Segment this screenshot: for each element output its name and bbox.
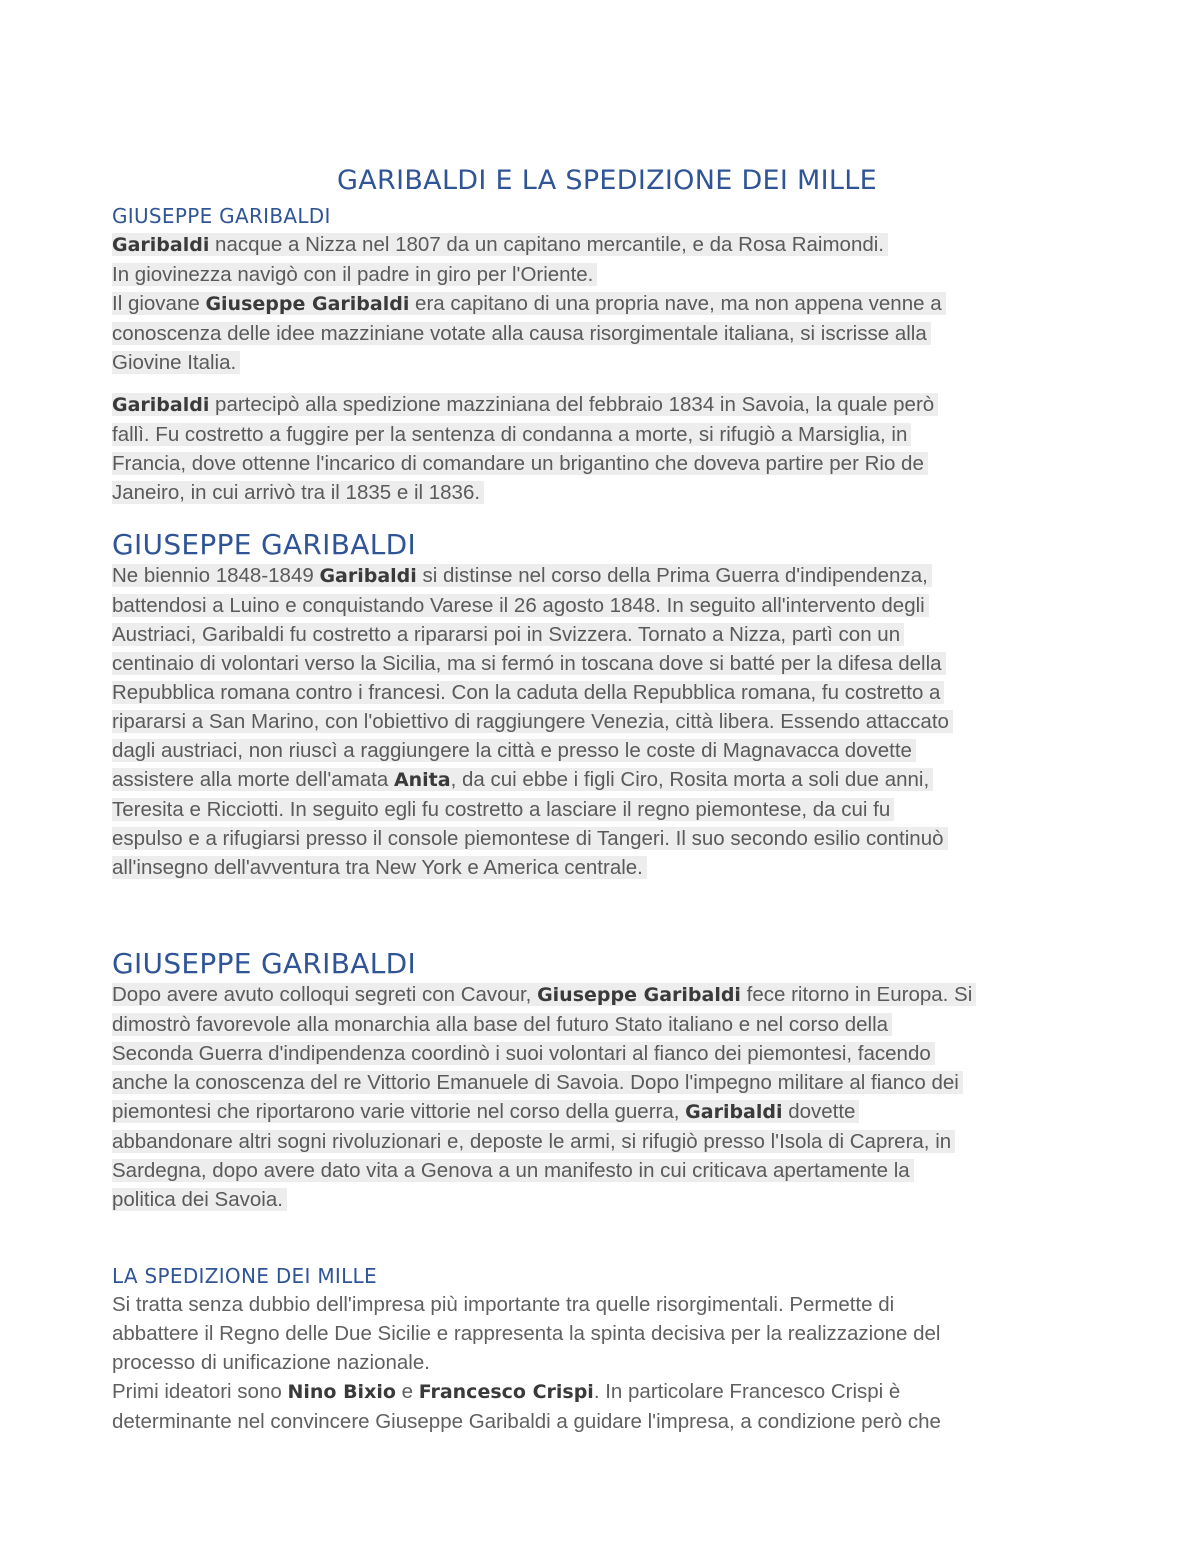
bold-text: Garibaldi bbox=[112, 234, 210, 256]
text-line: Repubblica romana contro i francesi. Con la caduta della Repubblica romana, fu costretto a bbox=[112, 681, 944, 704]
text-line: ripararsi a San Marino, con l'obiettivo di raggiungere Venezia, città libera. Essendo attaccato bbox=[112, 710, 953, 733]
text-span: era capitano di una propria nave, ma non appena venne a bbox=[409, 292, 942, 315]
text-span: . In particolare Francesco Crispi è bbox=[593, 1380, 901, 1403]
text-line: all'insegno dell'avventura tra New York e America centrale. bbox=[112, 856, 647, 879]
text-line: espulso e a rifugiarsi presso il console piemontese di Tangeri. Il suo secondo esilio continuò bbox=[112, 827, 948, 850]
bold-text: Giuseppe Garibaldi bbox=[205, 293, 410, 315]
paragraph-birth bbox=[112, 230, 1102, 377]
text-line bbox=[112, 393, 938, 416]
section-heading-garibaldi-3: GIUSEPPE GARIBALDI bbox=[112, 947, 417, 980]
text-line: dimostrò favorevole alla monarchia alla base del futuro Stato italiano e nel corso della bbox=[112, 1013, 892, 1036]
text-line bbox=[112, 1100, 859, 1123]
bold-text: Giuseppe Garibaldi bbox=[537, 984, 741, 1006]
text-line: conoscenza delle idee mazziniane votate alla causa risorgimentale italiana, si iscrisse alla bbox=[112, 322, 931, 345]
text-line: Teresita e Ricciotti. In seguito egli fu costretto a lasciare il regno piemontese, da cui fu bbox=[112, 798, 894, 821]
text-line: Seconda Guerra d'indipendenza coordinò i suoi volontari al fianco dei piemontesi, facendo bbox=[112, 1042, 935, 1065]
text-line: Sardegna, dopo avere dato vita a Genova a un manifesto in cui criticava apertamente la bbox=[112, 1159, 914, 1182]
text-line: Janeiro, in cui arrivò tra il 1835 e il 1836. bbox=[112, 481, 484, 504]
paragraph-spedizione bbox=[112, 1290, 1102, 1436]
section-body-spedizione bbox=[112, 1290, 1102, 1436]
text-line bbox=[112, 233, 888, 256]
text-span: e bbox=[395, 1380, 419, 1403]
section-heading-garibaldi-2: GIUSEPPE GARIBALDI bbox=[112, 528, 417, 561]
document-page bbox=[112, 165, 1102, 1436]
text-span: piemontesi che riportarono varie vittorie nel corso della guerra, bbox=[112, 1100, 686, 1123]
text-line: abbandonare altri sogni rivoluzionari e, deposte le armi, si rifugiò presso l'Isola di Caprera, in bbox=[112, 1130, 955, 1153]
section-heading-spedizione: LA SPEDIZIONE DEI MILLE bbox=[112, 1264, 377, 1288]
text-span: Ne biennio 1848-1849 bbox=[112, 564, 320, 587]
text-line: In giovinezza navigò con il padre in giro per l'Oriente. bbox=[112, 263, 597, 286]
text-line: fallì. Fu costretto a fuggire per la sentenza di condanna a morte, si rifugiò a Marsiglia, in bbox=[112, 423, 911, 446]
text-span: Il giovane bbox=[112, 292, 206, 315]
text-span: nacque a Nizza nel 1807 da un capitano mercantile, e da Rosa Raimondi. bbox=[209, 233, 884, 256]
text-line: abbattere il Regno delle Due Sicilie e rappresenta la spinta decisiva per la realizzazione del bbox=[112, 1322, 941, 1345]
paragraph-second-war bbox=[112, 980, 1102, 1214]
text-span: dovette bbox=[782, 1100, 856, 1123]
text-line bbox=[112, 1380, 900, 1403]
bold-text: Garibaldi bbox=[112, 394, 210, 416]
text-span: si distinse nel corso della Prima Guerra d'indipendenza, bbox=[416, 564, 928, 587]
bold-text: Garibaldi bbox=[319, 565, 417, 587]
text-line: determinante nel convincere Giuseppe Garibaldi a guidare l'impresa, a condizione però che bbox=[112, 1410, 941, 1433]
section-heading-garibaldi-1: GIUSEPPE GARIBALDI bbox=[112, 204, 331, 228]
document-title: GARIBALDI E LA SPEDIZIONE DEI MILLE bbox=[337, 165, 877, 196]
text-line: Si tratta senza dubbio dell'impresa più importante tra quelle risorgimentali. Permette di bbox=[112, 1293, 895, 1316]
text-line bbox=[112, 292, 946, 315]
bold-text: Francesco Crispi bbox=[418, 1381, 594, 1403]
bold-text: Nino Bixio bbox=[287, 1381, 396, 1403]
text-line: centinaio di volontari verso la Sicilia, ma si fermó in toscana dove si batté per la difesa della bbox=[112, 652, 946, 675]
text-line: Francia, dove ottenne l'incarico di comandare un brigantino che doveva partire per Rio de bbox=[112, 452, 928, 475]
text-line: anche la conoscenza del re Vittorio Emanuele di Savoia. Dopo l'impegno militare al fianco dei bbox=[112, 1071, 963, 1094]
text-line bbox=[112, 768, 933, 791]
text-line: Austriaci, Garibaldi fu costretto a ripararsi poi in Svizzera. Tornato a Nizza, partì con un bbox=[112, 623, 904, 646]
bold-text: Garibaldi bbox=[685, 1101, 783, 1123]
text-line: Giovine Italia. bbox=[112, 351, 240, 374]
text-line: battendosi a Luino e conquistando Varese il 26 agosto 1848. In seguito all'intervento degli bbox=[112, 594, 929, 617]
text-line bbox=[112, 983, 976, 1006]
text-line: processo di unificazione nazionale. bbox=[112, 1351, 430, 1374]
text-line: dagli austriaci, non riuscì a raggiungere la città e presso le coste di Magnavacca dovette bbox=[112, 739, 916, 762]
text-span: fece ritorno in Europa. Si bbox=[740, 983, 973, 1006]
text-span: Dopo avere avuto colloqui segreti con Cavour, bbox=[112, 983, 538, 1006]
paragraph-savoia-expedition bbox=[112, 390, 1102, 507]
text-span: , da cui ebbe i figli Ciro, Rosita morta a soli due anni, bbox=[450, 768, 930, 791]
paragraph-first-war bbox=[112, 561, 1102, 882]
text-span: Primi ideatori sono bbox=[112, 1380, 288, 1403]
text-span: assistere alla morte dell'amata bbox=[112, 768, 394, 791]
text-span: partecipò alla spedizione mazziniana del febbraio 1834 in Savoia, la quale però bbox=[209, 393, 935, 416]
bold-text: Anita bbox=[393, 769, 451, 791]
text-line bbox=[112, 564, 932, 587]
text-line: politica dei Savoia. bbox=[112, 1188, 287, 1211]
